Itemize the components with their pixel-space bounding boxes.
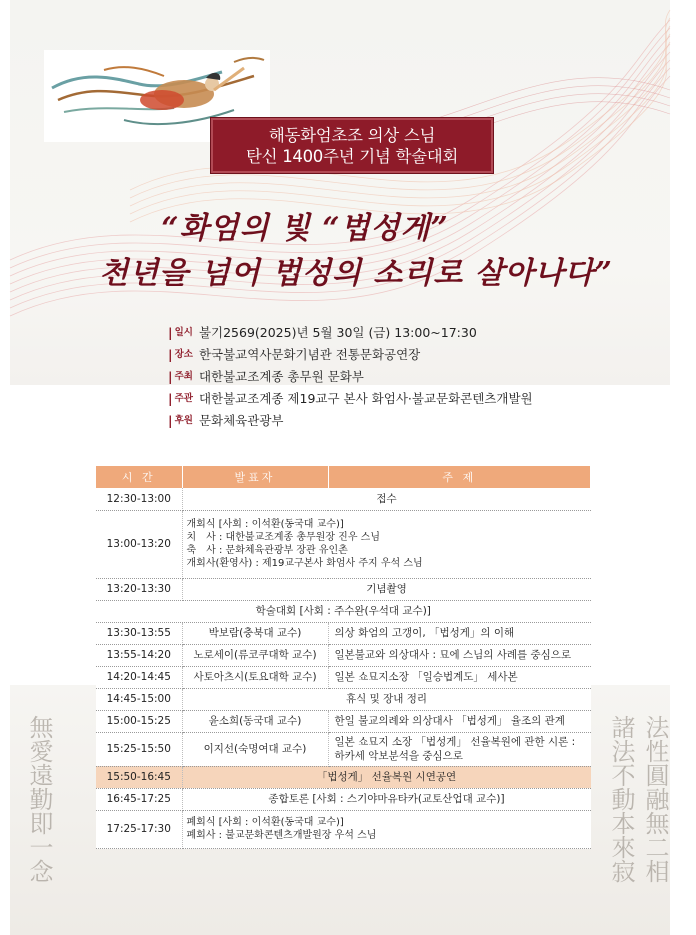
row-presenter: 사토아츠시(토요대학 교수) [182, 666, 328, 688]
info-value: 문화체육관광부 [198, 413, 284, 428]
row-presenter: 윤소희(동국대 교수) [182, 710, 328, 732]
event-title-banner [211, 118, 493, 173]
event-info [168, 322, 533, 432]
info-value: 대한불교조계종 제19교구 본사 화엄사·불교문화콘텐츠개발원 [198, 391, 533, 406]
hero-section [10, 0, 670, 428]
row-time: 13:00-13:20 [96, 510, 182, 578]
row-presenter: 이지선(숙명여대 교수) [182, 732, 328, 766]
table-row-highlight [96, 766, 591, 788]
row-time: 14:20-14:45 [96, 666, 182, 688]
info-row-host: | 주최 대한불교조계종 총무원 문화부 [168, 366, 533, 388]
session-title: 학술대회 [사회 : 주수완(우석대 교수)] [96, 600, 591, 622]
event-title-line1: 해동화엄초조 의상 스님 [268, 126, 436, 145]
closing-line: 폐회사 : 불교문화콘텐츠개발원장 우석 스님 [186, 830, 377, 841]
info-label: 장소 [174, 349, 193, 360]
table-row [96, 666, 591, 688]
calligraphy-right2: 法性圓融無二相 [641, 715, 669, 883]
table-header-row [96, 466, 591, 488]
info-row-date: | 일시 불기2569(2025)년 5월 30일 (금) 13:00~17:30 [168, 322, 533, 344]
row-time: 13:30-13:55 [96, 622, 182, 644]
table-row [96, 510, 591, 578]
info-value: 한국불교역사문화기념관 전통문화공연장 [198, 347, 421, 362]
row-time: 15:00-15:25 [96, 710, 182, 732]
row-presenter: 박보람(충북대 교수) [182, 622, 328, 644]
row-time: 13:20-13:30 [96, 578, 182, 600]
info-value: 불기2569(2025)년 5월 30일 (금) 13:00~17:30 [198, 325, 477, 340]
table-row [96, 810, 591, 848]
closing-line: 폐회식 [사회 : 이석환(동국대 교수)] [186, 817, 344, 828]
closing-ceremony-block [182, 810, 591, 848]
opening-line: 축 사 : 문화체육관광부 장관 유인촌 [186, 545, 348, 556]
header-topic: 주 제 [328, 466, 591, 488]
row-time: 17:25-17:30 [96, 810, 182, 848]
table-row [96, 710, 591, 732]
table-row [96, 600, 591, 622]
row-topic: 한일 불교의례와 의상대사 「법성게」 율조의 관계 [328, 710, 591, 732]
info-row-venue: | 장소 한국불교역사문화기념관 전통문화공연장 [168, 344, 533, 366]
table-row [96, 644, 591, 666]
info-value: 대한불교조계종 총무원 문화부 [198, 369, 364, 384]
info-row-organizer: | 주관 대한불교조계종 제19교구 본사 화엄사·불교문화콘텐츠개발원 [168, 388, 533, 410]
calligraphy-right: 諸法不動本來寂 [607, 715, 635, 883]
row-event: 접수 [182, 488, 591, 510]
row-time: 16:45-17:25 [96, 788, 182, 810]
table-row [96, 688, 591, 710]
table-row [96, 488, 591, 510]
opening-line: 개회식 [사회 : 이석환(동국대 교수)] [186, 519, 344, 530]
row-time: 12:30-13:00 [96, 488, 182, 510]
row-topic: 일본 쇼묘지소장 「일승법계도」 세사본 [328, 666, 591, 688]
info-label: 후원 [174, 415, 193, 426]
row-event: 휴식 및 장내 정리 [182, 688, 591, 710]
header-presenter: 발표자 [182, 466, 328, 488]
row-presenter: 노로세이(류코쿠대학 교수) [182, 644, 328, 666]
program-schedule-table [96, 466, 591, 849]
slogan-line1: “화엄의 빛 “법성게” [161, 211, 449, 246]
row-topic: 의상 화엄의 고갱이, 「법성게」의 이해 [328, 622, 591, 644]
row-time: 14:45-15:00 [96, 688, 182, 710]
info-label: 주최 [174, 371, 193, 382]
event-title-line2: 탄신 1400주년 기념 학술대회 [245, 147, 459, 166]
table-row [96, 578, 591, 600]
table-row [96, 788, 591, 810]
header-time: 시 간 [96, 466, 182, 488]
row-event: 「법성게」 선율복원 시연공연 [182, 766, 591, 788]
row-topic [328, 732, 591, 766]
table-row [96, 622, 591, 644]
info-label: 일시 [174, 327, 193, 338]
topic-line: 일본 쇼묘지 소장 「법성게」 선율복원에 관한 시론 : [334, 736, 576, 748]
row-time: 15:25-15:50 [96, 732, 182, 766]
row-event: 종합토론 [사회 : 스기야마유타카(교토산업대 교수)] [182, 788, 591, 810]
calligraphy-left: 無愛遠勤即一念 [25, 715, 53, 883]
row-time: 13:55-14:20 [96, 644, 182, 666]
info-row-sponsor: | 후원 문화체육관광부 [168, 410, 533, 432]
slogan-line2: 천년을 넘어 법성의 소리로 살아나다” [99, 256, 613, 291]
row-time: 15:50-16:45 [96, 766, 182, 788]
opening-line: 개회사(환영사) : 제19교구본사 화엄사 주지 우석 스님 [186, 558, 423, 569]
row-topic: 일본불교와 의상대사 : 묘에 스님의 사례를 중심으로 [328, 644, 591, 666]
row-event: 기념촬영 [182, 578, 591, 600]
topic-line: 하카세 악보분석을 중심으로 [334, 750, 463, 762]
info-label: 주관 [174, 393, 193, 404]
table-row [96, 732, 591, 766]
opening-ceremony-block [182, 510, 591, 578]
opening-line: 치 사 : 대한불교조계종 총무원장 진우 스님 [186, 532, 380, 543]
